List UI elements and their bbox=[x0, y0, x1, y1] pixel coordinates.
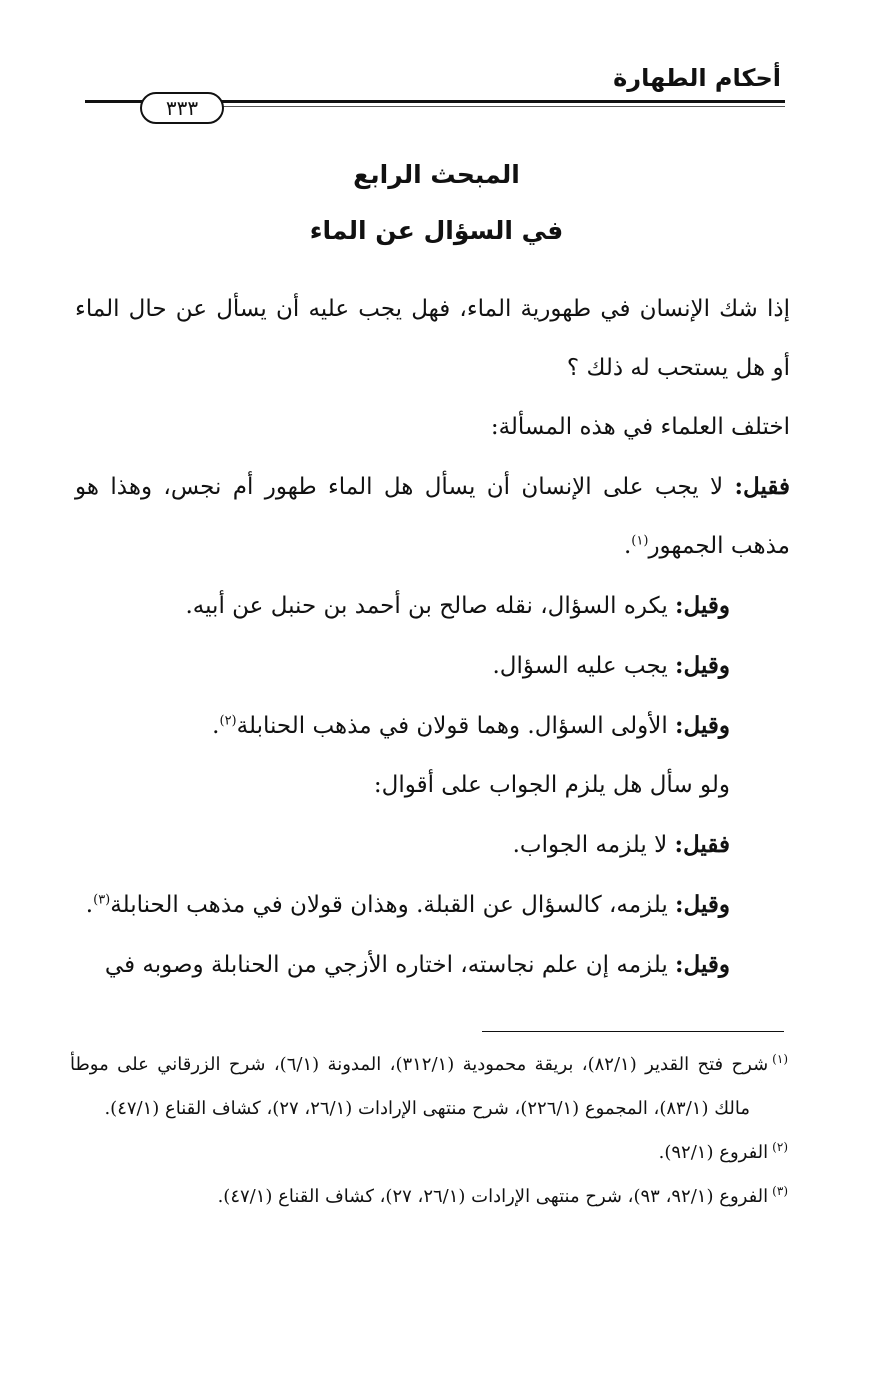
answer-intro: ولو سأل هل يلزم الجواب على أقوال: bbox=[373, 772, 730, 798]
footnote-separator bbox=[482, 1031, 784, 1032]
opinion-label: وقيل: bbox=[675, 951, 730, 978]
opinion-4: وقيل: الأولى السؤال. وهما قولان في مذهب الحنابلة$^{(٢)}$. bbox=[212, 712, 730, 739]
footnotes bbox=[70, 1043, 788, 1219]
footnote-mark: (٢) bbox=[772, 1140, 788, 1154]
answer-3 bbox=[75, 935, 790, 995]
footnote-2 bbox=[70, 1131, 788, 1175]
footnote-text: الفروع (٩٢/١). bbox=[658, 1142, 769, 1163]
opinion-text: يكره السؤال، نقله صالح بن أحمد بن حنبل عن أبيه. bbox=[185, 593, 668, 619]
opinion-label: وقيل: bbox=[675, 652, 730, 679]
opinion-label: وقيل: bbox=[675, 891, 730, 918]
opinion-3 bbox=[75, 636, 790, 696]
opinion-text: لا يلزمه الجواب. bbox=[512, 832, 668, 858]
opinion-text: يلزمه إن علم نجاسته، اختاره الأزجي من الحنابلة وصوبه في bbox=[104, 952, 668, 978]
answer-2: وقيل: يلزمه، كالسؤال عن القبلة. وهذان قولان في مذهب الحنابلة$^{(٣)}$. bbox=[85, 891, 730, 918]
opinion-1: فقيل: لا يجب على الإنسان أن يسأل هل الماء طهور أم نجس، وهذا هو مذهب الجمهور$^{(١)}$. bbox=[75, 473, 791, 559]
section-subtitle: في السؤال عن الماء bbox=[309, 216, 564, 245]
intro-paragraph: إذا شك الإنسان في طهورية الماء، فهل يجب عليه أن يسأل عن حال الماء أو هل يستحب له ذلك ؟ bbox=[75, 296, 790, 381]
opinion-label: وقيل: bbox=[675, 592, 730, 619]
opinion-text: لا يجب على الإنسان أن يسأل هل الماء طهور أم نجس، وهذا هو مذهب الجمهور bbox=[75, 474, 790, 559]
running-header bbox=[0, 0, 873, 140]
ikhtilaf-paragraph: اختلف العلماء في هذه المسألة: bbox=[490, 414, 790, 440]
footnote-ref: (١) bbox=[631, 533, 649, 549]
book-title: أحكام الطهارة bbox=[613, 64, 781, 92]
footnote-text: الفروع (٩٢/١، ٩٣)، شرح منتهى الإرادات (٢٦/١، ٢٧)، كشاف القناع (٤٧/١). bbox=[217, 1186, 769, 1207]
opinion-label: فقيل: bbox=[674, 831, 730, 858]
opinion-2 bbox=[75, 576, 790, 636]
footnote-text: شرح فتح القدير (٨٢/١)، بريقة محمودية (٣١٢/١)، المدونة (٦/١)، شرح الزرقاني على موطأ مالك (٨٣/١)، المجموع (٢٢٦/١)، شرح منتهى الإرادات (٢٦/١، ٢٧)، كشاف القناع (٤٧/١). bbox=[70, 1054, 769, 1119]
main-text bbox=[75, 280, 790, 995]
footnote-ref: (٣) bbox=[93, 892, 111, 908]
page-number: ٣٣٣ bbox=[140, 92, 224, 124]
answer-1 bbox=[75, 815, 790, 875]
opinion-label: فقيل: bbox=[734, 473, 791, 500]
footnote-3 bbox=[70, 1175, 788, 1219]
header-rule-thin bbox=[210, 106, 785, 107]
opinion-label: وقيل: bbox=[675, 712, 730, 739]
footnote-mark: (١) bbox=[772, 1052, 788, 1066]
opinion-text: يجب عليه السؤال. bbox=[492, 653, 668, 679]
section-title: المبحث الرابع bbox=[353, 160, 520, 189]
opinion-text: يلزمه، كالسؤال عن القبلة. وهذان قولان في مذهب الحنابلة bbox=[110, 892, 668, 918]
footnote-1 bbox=[70, 1043, 788, 1131]
footnote-mark: (٣) bbox=[772, 1184, 788, 1198]
opinion-text: الأولى السؤال. وهما قولان في مذهب الحنابلة bbox=[236, 713, 668, 739]
footnote-ref: (٢) bbox=[219, 713, 237, 729]
